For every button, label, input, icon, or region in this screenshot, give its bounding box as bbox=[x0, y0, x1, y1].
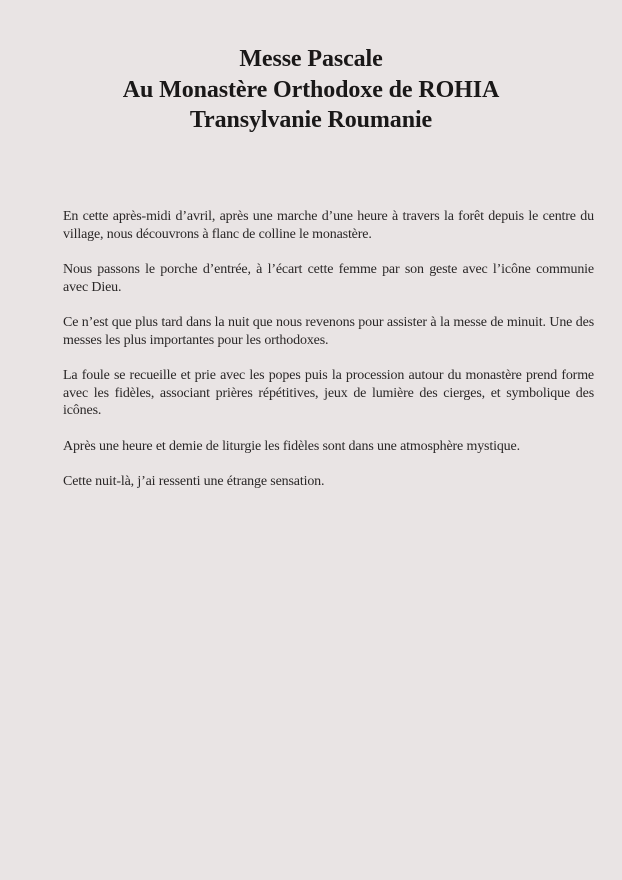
page-title bbox=[0, 44, 622, 136]
title-line-2: Au Monastère Orthodoxe de ROHIA bbox=[122, 76, 500, 103]
body-text bbox=[63, 208, 594, 509]
paragraph-6: Cette nuit-là, j’ai ressenti une étrange sensation. bbox=[63, 474, 325, 489]
paragraph-3: Ce n’est que plus tard dans la nuit que nous revenons pour assister à la messe de minuit. Une des messes les plus importantes pour les orthodoxes. bbox=[63, 315, 594, 348]
paragraph-4: La foule se recueille et prie avec les popes puis la procession autour du monastère prend forme avec les fidèles, associant prières répétitives, jeux de lumière des cierges, et symbolique des icônes. bbox=[63, 368, 594, 418]
paragraph-5: Après une heure et demie de liturgie les fidèles sont dans une atmosphère mystique. bbox=[63, 438, 520, 454]
paragraph-1: En cette après-midi d’avril, après une marche d’une heure à travers la forêt depuis le centre du village, nous découvrons à flanc de colline le monastère. bbox=[63, 209, 594, 242]
paragraph-2: Nous passons le porche d’entrée, à l’écart cette femme par son geste avec l’icône communie avec Dieu. bbox=[63, 262, 594, 295]
title-line-1: Messe Pascale bbox=[239, 46, 383, 72]
title-line-3: Transylvanie Roumanie bbox=[189, 107, 433, 133]
